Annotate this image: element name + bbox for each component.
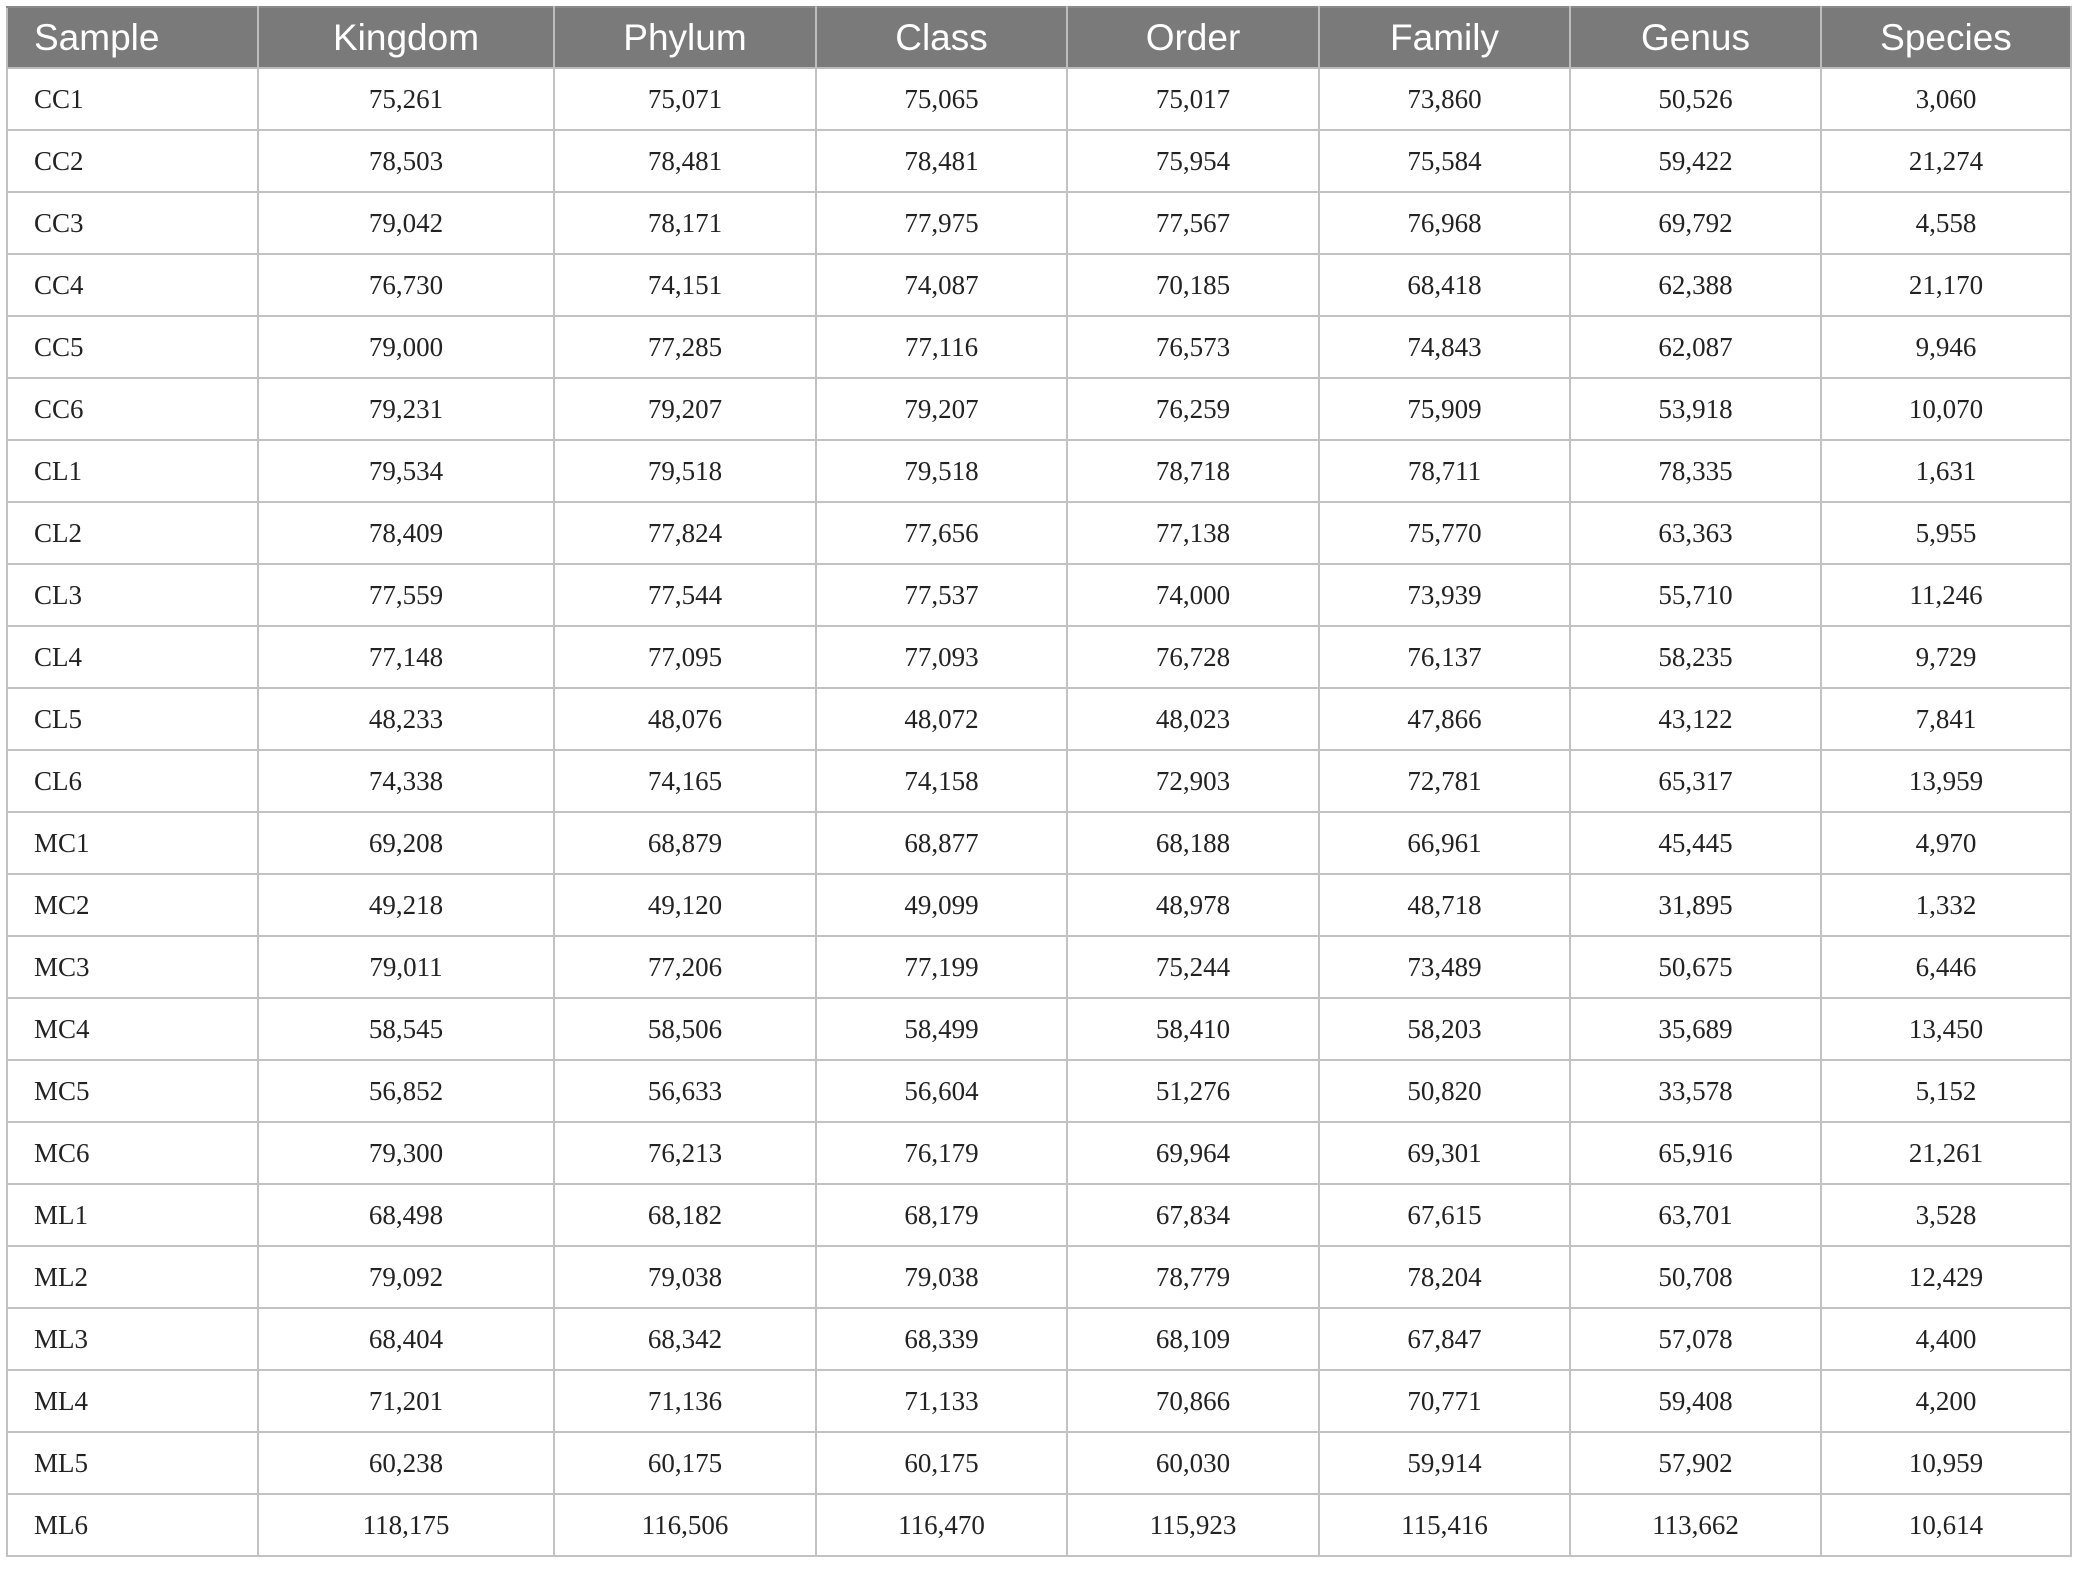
count-cell-kingdom: 69,208 — [258, 812, 554, 874]
table-row — [7, 1246, 2071, 1308]
count-cell-family: 47,866 — [1319, 688, 1570, 750]
count-cell-order: 58,410 — [1067, 998, 1319, 1060]
table-row — [7, 254, 2071, 316]
count-cell-genus: 63,701 — [1570, 1184, 1821, 1246]
table-row — [7, 502, 2071, 564]
column-header-family: Family — [1319, 7, 1570, 68]
count-cell-family: 67,615 — [1319, 1184, 1570, 1246]
count-cell-family: 58,203 — [1319, 998, 1570, 1060]
count-cell-class: 78,481 — [816, 130, 1067, 192]
count-cell-order: 75,244 — [1067, 936, 1319, 998]
count-cell-genus: 53,918 — [1570, 378, 1821, 440]
count-cell-kingdom: 79,534 — [258, 440, 554, 502]
count-cell-order: 77,567 — [1067, 192, 1319, 254]
count-cell-kingdom: 58,545 — [258, 998, 554, 1060]
count-cell-class: 79,207 — [816, 378, 1067, 440]
count-cell-phylum: 77,285 — [554, 316, 816, 378]
table-row — [7, 1432, 2071, 1494]
count-cell-kingdom: 77,148 — [258, 626, 554, 688]
count-cell-phylum: 60,175 — [554, 1432, 816, 1494]
count-cell-species: 21,274 — [1821, 130, 2071, 192]
sample-cell: CC1 — [7, 68, 258, 130]
count-cell-family: 70,771 — [1319, 1370, 1570, 1432]
count-cell-phylum: 68,342 — [554, 1308, 816, 1370]
count-cell-family: 76,968 — [1319, 192, 1570, 254]
count-cell-class: 56,604 — [816, 1060, 1067, 1122]
sample-cell: CC2 — [7, 130, 258, 192]
table-row — [7, 1184, 2071, 1246]
sample-cell: CC3 — [7, 192, 258, 254]
count-cell-phylum: 48,076 — [554, 688, 816, 750]
count-cell-genus: 62,388 — [1570, 254, 1821, 316]
sample-cell: ML3 — [7, 1308, 258, 1370]
taxonomy-read-count-table — [6, 6, 2072, 1557]
count-cell-family: 67,847 — [1319, 1308, 1570, 1370]
count-cell-species: 3,528 — [1821, 1184, 2071, 1246]
count-cell-class: 79,518 — [816, 440, 1067, 502]
count-cell-phylum: 77,095 — [554, 626, 816, 688]
count-cell-genus: 78,335 — [1570, 440, 1821, 502]
count-cell-species: 13,450 — [1821, 998, 2071, 1060]
count-cell-family: 48,718 — [1319, 874, 1570, 936]
count-cell-order: 76,573 — [1067, 316, 1319, 378]
count-cell-phylum: 74,151 — [554, 254, 816, 316]
table-row — [7, 1122, 2071, 1184]
count-cell-species: 13,959 — [1821, 750, 2071, 812]
sample-cell: ML4 — [7, 1370, 258, 1432]
sample-cell: MC6 — [7, 1122, 258, 1184]
count-cell-class: 68,339 — [816, 1308, 1067, 1370]
count-cell-species: 5,152 — [1821, 1060, 2071, 1122]
count-cell-kingdom: 71,201 — [258, 1370, 554, 1432]
count-cell-family: 74,843 — [1319, 316, 1570, 378]
count-cell-family: 72,781 — [1319, 750, 1570, 812]
count-cell-class: 48,072 — [816, 688, 1067, 750]
table-header — [7, 7, 2071, 68]
count-cell-family: 115,416 — [1319, 1494, 1570, 1556]
count-cell-class: 79,038 — [816, 1246, 1067, 1308]
count-cell-kingdom: 48,233 — [258, 688, 554, 750]
count-cell-order: 75,954 — [1067, 130, 1319, 192]
count-cell-order: 70,866 — [1067, 1370, 1319, 1432]
count-cell-kingdom: 79,042 — [258, 192, 554, 254]
count-cell-genus: 50,675 — [1570, 936, 1821, 998]
count-cell-kingdom: 77,559 — [258, 564, 554, 626]
count-cell-genus: 58,235 — [1570, 626, 1821, 688]
count-cell-kingdom: 79,092 — [258, 1246, 554, 1308]
count-cell-family: 50,820 — [1319, 1060, 1570, 1122]
count-cell-phylum: 68,879 — [554, 812, 816, 874]
column-header-sample: Sample — [7, 7, 258, 68]
count-cell-order: 115,923 — [1067, 1494, 1319, 1556]
count-cell-phylum: 58,506 — [554, 998, 816, 1060]
count-cell-order: 77,138 — [1067, 502, 1319, 564]
sample-cell: MC4 — [7, 998, 258, 1060]
count-cell-family: 78,204 — [1319, 1246, 1570, 1308]
table-container — [6, 6, 2070, 1557]
count-cell-family: 76,137 — [1319, 626, 1570, 688]
count-cell-phylum: 77,544 — [554, 564, 816, 626]
sample-cell: ML6 — [7, 1494, 258, 1556]
count-cell-phylum: 116,506 — [554, 1494, 816, 1556]
count-cell-order: 72,903 — [1067, 750, 1319, 812]
count-cell-family: 78,711 — [1319, 440, 1570, 502]
count-cell-phylum: 77,824 — [554, 502, 816, 564]
count-cell-genus: 57,078 — [1570, 1308, 1821, 1370]
count-cell-species: 3,060 — [1821, 68, 2071, 130]
count-cell-kingdom: 78,503 — [258, 130, 554, 192]
count-cell-species: 10,070 — [1821, 378, 2071, 440]
count-cell-species: 5,955 — [1821, 502, 2071, 564]
count-cell-order: 78,718 — [1067, 440, 1319, 502]
count-cell-order: 76,259 — [1067, 378, 1319, 440]
table-row — [7, 1308, 2071, 1370]
count-cell-class: 77,116 — [816, 316, 1067, 378]
table-row — [7, 998, 2071, 1060]
count-cell-species: 11,246 — [1821, 564, 2071, 626]
sample-cell: CL4 — [7, 626, 258, 688]
sample-cell: MC2 — [7, 874, 258, 936]
count-cell-species: 1,631 — [1821, 440, 2071, 502]
count-cell-family: 69,301 — [1319, 1122, 1570, 1184]
sample-cell: CC4 — [7, 254, 258, 316]
count-cell-kingdom: 68,404 — [258, 1308, 554, 1370]
sample-cell: CL3 — [7, 564, 258, 626]
count-cell-order: 78,779 — [1067, 1246, 1319, 1308]
count-cell-class: 76,179 — [816, 1122, 1067, 1184]
count-cell-kingdom: 68,498 — [258, 1184, 554, 1246]
sample-cell: CC5 — [7, 316, 258, 378]
count-cell-phylum: 68,182 — [554, 1184, 816, 1246]
count-cell-species: 9,729 — [1821, 626, 2071, 688]
count-cell-class: 77,975 — [816, 192, 1067, 254]
column-header-kingdom: Kingdom — [258, 7, 554, 68]
count-cell-order: 48,978 — [1067, 874, 1319, 936]
count-cell-species: 7,841 — [1821, 688, 2071, 750]
count-cell-order: 67,834 — [1067, 1184, 1319, 1246]
count-cell-kingdom: 79,000 — [258, 316, 554, 378]
count-cell-kingdom: 56,852 — [258, 1060, 554, 1122]
table-row — [7, 1060, 2071, 1122]
count-cell-order: 68,109 — [1067, 1308, 1319, 1370]
count-cell-class: 74,087 — [816, 254, 1067, 316]
count-cell-genus: 59,422 — [1570, 130, 1821, 192]
table-row — [7, 874, 2071, 936]
column-header-genus: Genus — [1570, 7, 1821, 68]
count-cell-phylum: 76,213 — [554, 1122, 816, 1184]
count-cell-kingdom: 79,300 — [258, 1122, 554, 1184]
count-cell-species: 6,446 — [1821, 936, 2071, 998]
count-cell-kingdom: 49,218 — [258, 874, 554, 936]
count-cell-phylum: 56,633 — [554, 1060, 816, 1122]
count-cell-order: 51,276 — [1067, 1060, 1319, 1122]
count-cell-genus: 113,662 — [1570, 1494, 1821, 1556]
count-cell-class: 58,499 — [816, 998, 1067, 1060]
count-cell-order: 69,964 — [1067, 1122, 1319, 1184]
count-cell-order: 60,030 — [1067, 1432, 1319, 1494]
table-row — [7, 378, 2071, 440]
sample-cell: MC3 — [7, 936, 258, 998]
count-cell-genus: 57,902 — [1570, 1432, 1821, 1494]
table-body — [7, 68, 2071, 1556]
table-row — [7, 626, 2071, 688]
table-row — [7, 316, 2071, 378]
count-cell-family: 73,489 — [1319, 936, 1570, 998]
count-cell-family: 68,418 — [1319, 254, 1570, 316]
count-cell-family: 73,939 — [1319, 564, 1570, 626]
count-cell-class: 77,199 — [816, 936, 1067, 998]
count-cell-phylum: 79,038 — [554, 1246, 816, 1308]
count-cell-class: 68,877 — [816, 812, 1067, 874]
count-cell-kingdom: 118,175 — [258, 1494, 554, 1556]
sample-cell: CC6 — [7, 378, 258, 440]
column-header-class: Class — [816, 7, 1067, 68]
count-cell-kingdom: 78,409 — [258, 502, 554, 564]
count-cell-genus: 50,526 — [1570, 68, 1821, 130]
table-row — [7, 1494, 2071, 1556]
count-cell-genus: 43,122 — [1570, 688, 1821, 750]
count-cell-class: 77,537 — [816, 564, 1067, 626]
table-row — [7, 564, 2071, 626]
count-cell-phylum: 79,518 — [554, 440, 816, 502]
column-header-order: Order — [1067, 7, 1319, 68]
count-cell-species: 21,261 — [1821, 1122, 2071, 1184]
count-cell-genus: 35,689 — [1570, 998, 1821, 1060]
count-cell-class: 77,656 — [816, 502, 1067, 564]
count-cell-class: 68,179 — [816, 1184, 1067, 1246]
count-cell-order: 76,728 — [1067, 626, 1319, 688]
sample-cell: MC1 — [7, 812, 258, 874]
count-cell-order: 75,017 — [1067, 68, 1319, 130]
count-cell-kingdom: 74,338 — [258, 750, 554, 812]
count-cell-species: 4,558 — [1821, 192, 2071, 254]
count-cell-species: 12,429 — [1821, 1246, 2071, 1308]
count-cell-class: 71,133 — [816, 1370, 1067, 1432]
count-cell-family: 73,860 — [1319, 68, 1570, 130]
sample-cell: CL5 — [7, 688, 258, 750]
count-cell-genus: 65,916 — [1570, 1122, 1821, 1184]
count-cell-order: 48,023 — [1067, 688, 1319, 750]
count-cell-genus: 45,445 — [1570, 812, 1821, 874]
count-cell-species: 9,946 — [1821, 316, 2071, 378]
sample-cell: CL2 — [7, 502, 258, 564]
count-cell-family: 75,584 — [1319, 130, 1570, 192]
table-row — [7, 192, 2071, 254]
count-cell-species: 10,614 — [1821, 1494, 2071, 1556]
table-row — [7, 936, 2071, 998]
count-cell-class: 74,158 — [816, 750, 1067, 812]
count-cell-family: 75,770 — [1319, 502, 1570, 564]
count-cell-phylum: 75,071 — [554, 68, 816, 130]
count-cell-genus: 69,792 — [1570, 192, 1821, 254]
table-row — [7, 130, 2071, 192]
count-cell-genus: 50,708 — [1570, 1246, 1821, 1308]
sample-cell: CL1 — [7, 440, 258, 502]
count-cell-kingdom: 60,238 — [258, 1432, 554, 1494]
count-cell-species: 21,170 — [1821, 254, 2071, 316]
count-cell-class: 116,470 — [816, 1494, 1067, 1556]
table-row — [7, 812, 2071, 874]
column-header-phylum: Phylum — [554, 7, 816, 68]
count-cell-kingdom: 76,730 — [258, 254, 554, 316]
count-cell-phylum: 79,207 — [554, 378, 816, 440]
count-cell-class: 77,093 — [816, 626, 1067, 688]
count-cell-species: 10,959 — [1821, 1432, 2071, 1494]
count-cell-genus: 63,363 — [1570, 502, 1821, 564]
count-cell-genus: 55,710 — [1570, 564, 1821, 626]
count-cell-species: 4,400 — [1821, 1308, 2071, 1370]
table-row — [7, 750, 2071, 812]
count-cell-family: 66,961 — [1319, 812, 1570, 874]
count-cell-phylum: 49,120 — [554, 874, 816, 936]
header-row — [7, 7, 2071, 68]
count-cell-phylum: 77,206 — [554, 936, 816, 998]
count-cell-phylum: 78,171 — [554, 192, 816, 254]
count-cell-kingdom: 79,011 — [258, 936, 554, 998]
table-row — [7, 440, 2071, 502]
count-cell-phylum: 78,481 — [554, 130, 816, 192]
count-cell-species: 4,970 — [1821, 812, 2071, 874]
count-cell-order: 70,185 — [1067, 254, 1319, 316]
column-header-species: Species — [1821, 7, 2071, 68]
count-cell-order: 74,000 — [1067, 564, 1319, 626]
sample-cell: ML5 — [7, 1432, 258, 1494]
sample-cell: ML1 — [7, 1184, 258, 1246]
count-cell-species: 4,200 — [1821, 1370, 2071, 1432]
table-row — [7, 688, 2071, 750]
count-cell-genus: 65,317 — [1570, 750, 1821, 812]
count-cell-genus: 59,408 — [1570, 1370, 1821, 1432]
table-row — [7, 1370, 2071, 1432]
count-cell-kingdom: 79,231 — [258, 378, 554, 440]
count-cell-class: 49,099 — [816, 874, 1067, 936]
count-cell-order: 68,188 — [1067, 812, 1319, 874]
count-cell-kingdom: 75,261 — [258, 68, 554, 130]
sample-cell: ML2 — [7, 1246, 258, 1308]
count-cell-genus: 31,895 — [1570, 874, 1821, 936]
count-cell-phylum: 74,165 — [554, 750, 816, 812]
count-cell-class: 60,175 — [816, 1432, 1067, 1494]
count-cell-family: 59,914 — [1319, 1432, 1570, 1494]
count-cell-class: 75,065 — [816, 68, 1067, 130]
count-cell-phylum: 71,136 — [554, 1370, 816, 1432]
count-cell-genus: 33,578 — [1570, 1060, 1821, 1122]
count-cell-family: 75,909 — [1319, 378, 1570, 440]
count-cell-species: 1,332 — [1821, 874, 2071, 936]
sample-cell: CL6 — [7, 750, 258, 812]
table-row — [7, 68, 2071, 130]
count-cell-genus: 62,087 — [1570, 316, 1821, 378]
sample-cell: MC5 — [7, 1060, 258, 1122]
